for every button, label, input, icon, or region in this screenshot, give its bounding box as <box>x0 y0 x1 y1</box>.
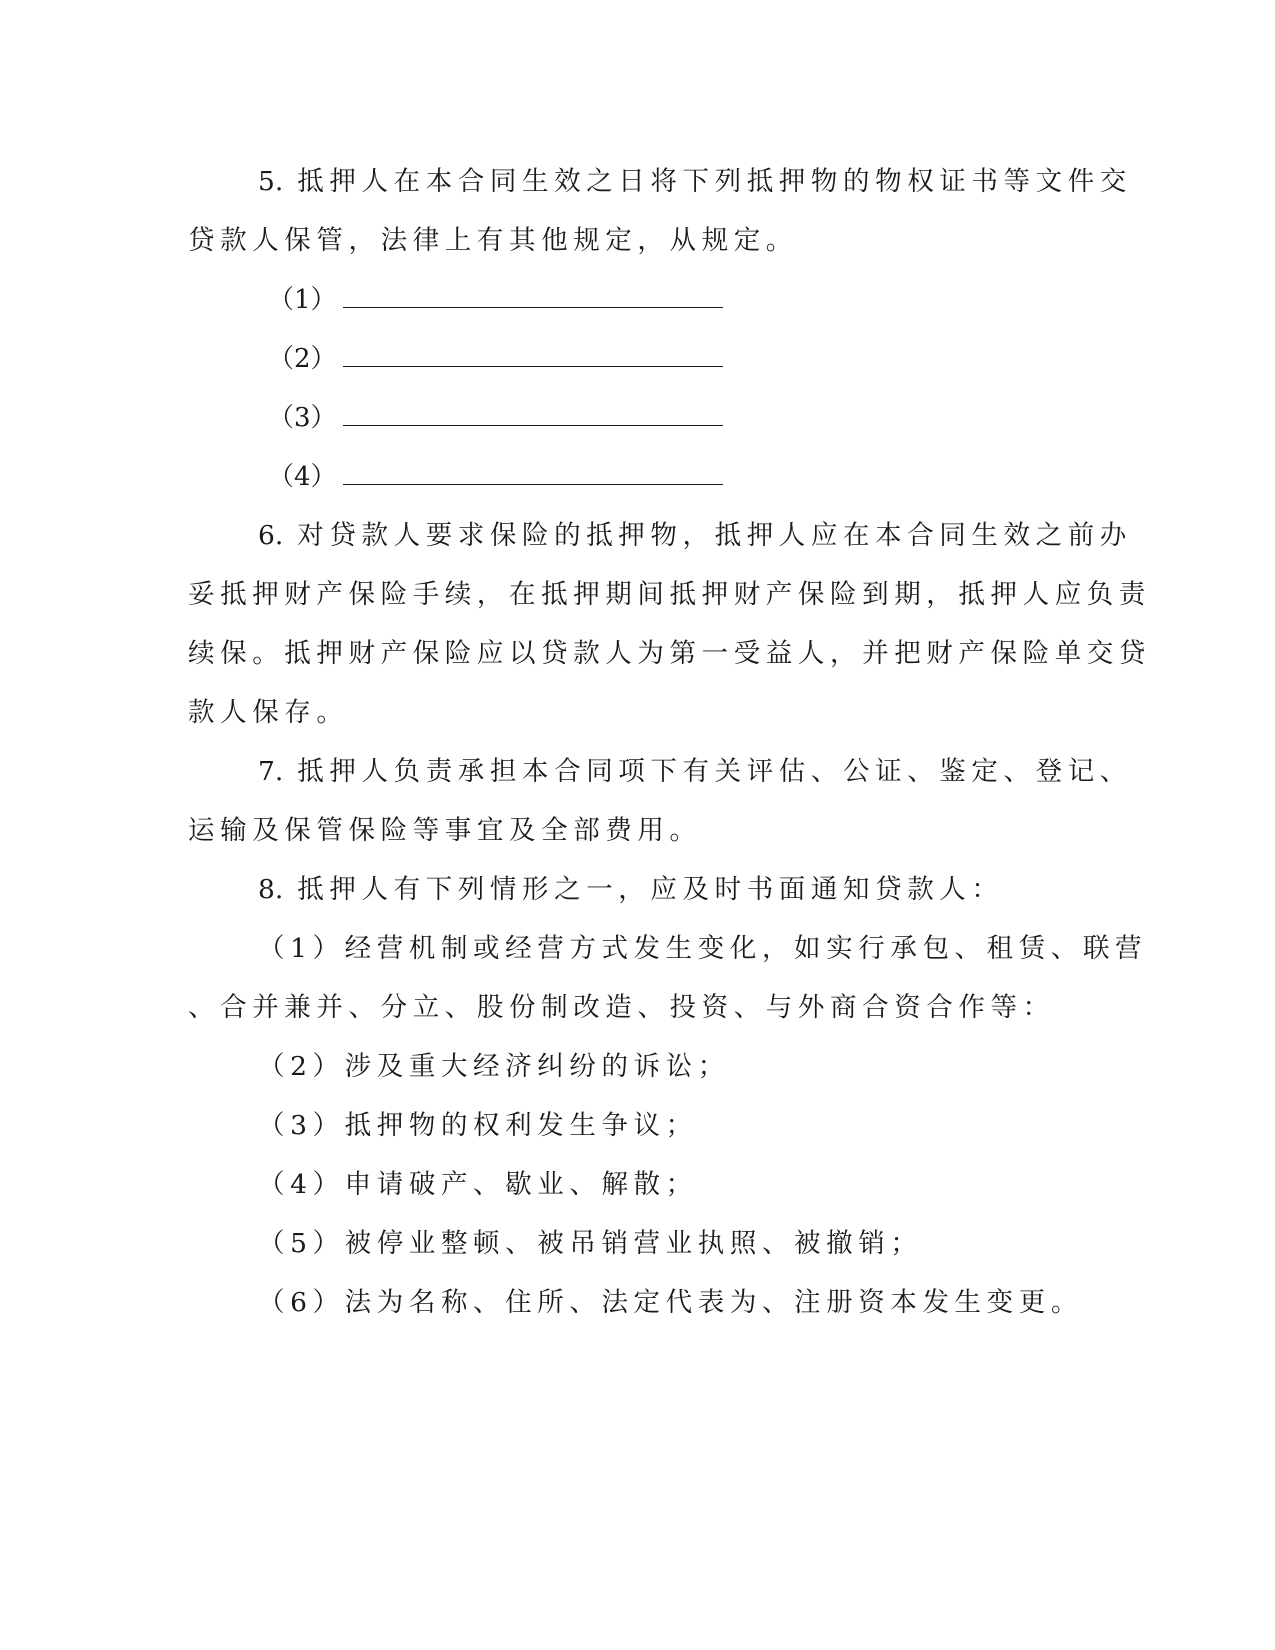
clause-8-item-1-line-2: 、合并兼并、分立、股份制改造、投资、与外商合资合作等： <box>188 992 1055 1023</box>
clause-text: 抵押人在本合同生效之日将下列抵押物的物权证书等文件交 <box>297 166 1132 197</box>
clause-8-item-6: （6）法为名称、住所、法定代表为、注册资本发生变更。 <box>258 1287 1083 1318</box>
clause-number: 6. <box>258 520 284 551</box>
clause-6-line-4: 款人保存。 <box>188 697 349 728</box>
clause-6-line-2: 妥抵押财产保险手续，在抵押期间抵押财产保险到期，抵押人应负责 <box>188 579 1151 610</box>
fill-in-blank[interactable] <box>343 283 723 308</box>
blank-item-1 <box>268 283 723 317</box>
clause-number: 8. <box>258 874 284 905</box>
blank-label: （2） <box>268 344 337 374</box>
fill-in-blank[interactable] <box>343 401 723 426</box>
blank-item-4 <box>268 460 723 494</box>
blank-label: （4） <box>268 462 337 492</box>
fill-in-blank[interactable] <box>343 460 723 485</box>
clause-8-line-1 <box>258 873 1004 907</box>
clause-6-line-3: 续保。抵押财产保险应以贷款人为第一受益人，并把财产保险单交贷 <box>188 638 1151 669</box>
clause-8-item-3: （3）抵押物的权利发生争议； <box>258 1110 698 1141</box>
clause-number: 7. <box>258 756 284 787</box>
clause-text: 对贷款人要求保险的抵押物，抵押人应在本合同生效之前办 <box>297 520 1132 551</box>
clause-8-item-5: （5）被停业整顿、被吊销营业执照、被撤销； <box>258 1228 923 1259</box>
clause-5-line-1 <box>258 165 1132 199</box>
fill-in-blank[interactable] <box>343 342 723 367</box>
blank-item-2 <box>268 342 723 376</box>
clause-number: 5. <box>258 166 284 197</box>
clause-text: 抵押人负责承担本合同项下有关评估、公证、鉴定、登记、 <box>297 756 1132 787</box>
clause-8-item-1-line-1: （1）经营机制或经营方式发生变化，如实行承包、租赁、联营 <box>258 933 1148 964</box>
clause-7-line-2: 运输及保管保险等事宜及全部费用。 <box>188 815 702 846</box>
blank-item-3 <box>268 401 723 435</box>
blank-label: （1） <box>268 285 337 315</box>
clause-6-line-1 <box>258 519 1132 553</box>
blank-label: （3） <box>268 403 337 433</box>
clause-8-item-2: （2）涉及重大经济纠纷的诉讼； <box>258 1051 730 1082</box>
clause-5-line-2: 贷款人保管，法律上有其他规定，从规定。 <box>188 225 798 256</box>
clause-text: 抵押人有下列情形之一，应及时书面通知贷款人： <box>297 874 1004 905</box>
clause-7-line-1 <box>258 755 1132 789</box>
clause-8-item-4: （4）申请破产、歇业、解散； <box>258 1169 698 1200</box>
